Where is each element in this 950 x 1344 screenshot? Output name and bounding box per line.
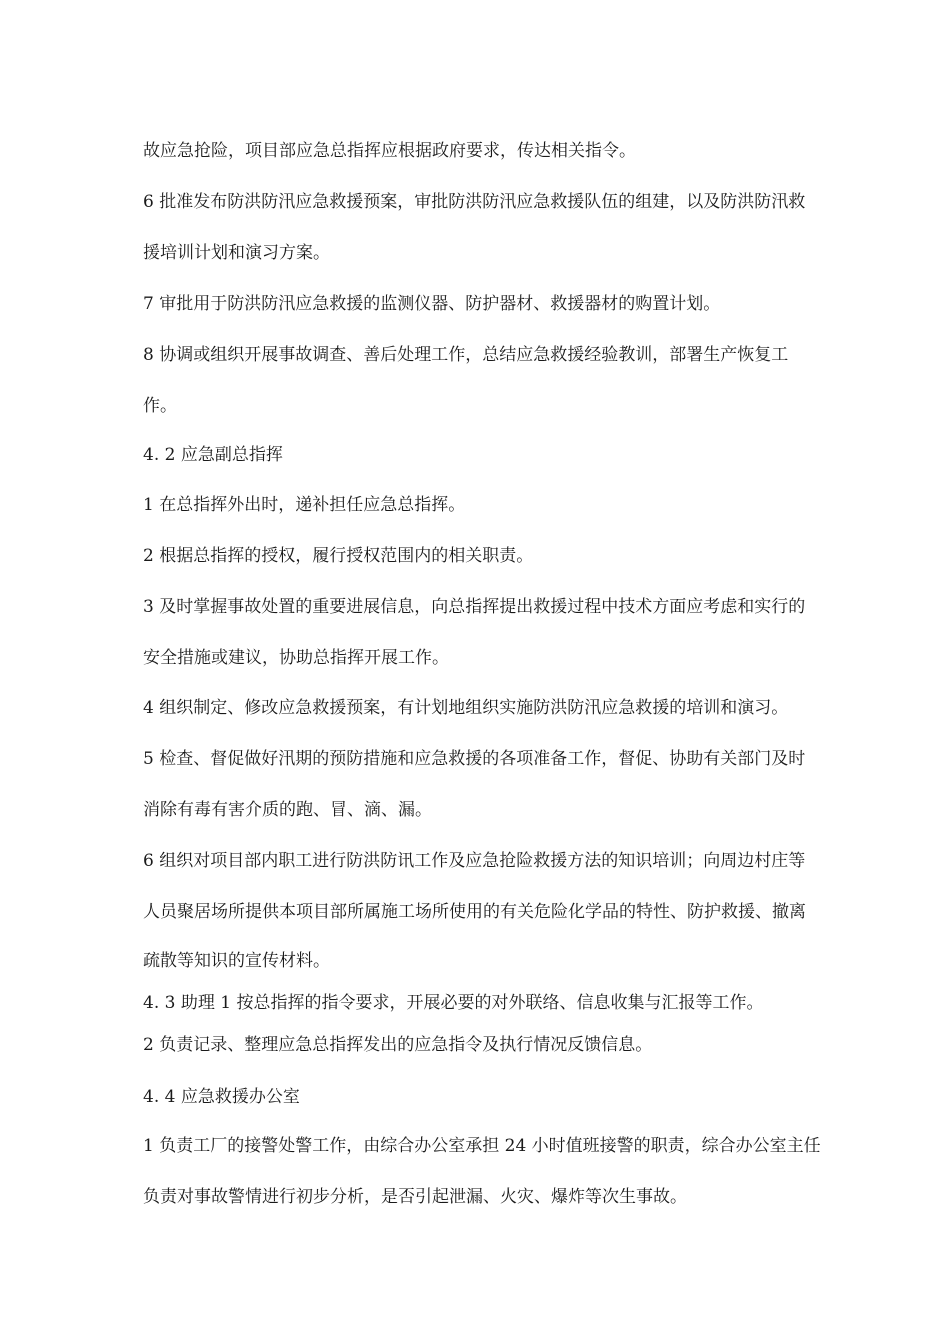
text-line: 故应急抢险，项目部应急总指挥应根据政府要求，传达相关指令。: [143, 141, 636, 161]
text-line: 3 及时掌握事故处置的重要进展信息，向总指挥提出救援过程中技术方面应考虑和实行的: [143, 597, 806, 617]
text-line: 作。: [143, 396, 177, 416]
text-line: 人员聚居场所提供本项目部所属施工场所使用的有关危险化学品的特性、防护救援、撤离: [143, 902, 806, 922]
text-line: 疏散等知识的宣传材料。: [143, 951, 330, 971]
section-heading: 4. 4 应急救援办公室: [143, 1087, 300, 1107]
text-line: 安全措施或建议，协助总指挥开展工作。: [143, 648, 449, 668]
section-heading: 4. 3 助理 1 按总指挥的指令要求，开展必要的对外联络、信息收集与汇报等工作。: [143, 993, 764, 1013]
text-line: 援培训计划和演习方案。: [143, 243, 330, 263]
text-line: 消除有毒有害介质的跑、冒、滴、漏。: [143, 800, 432, 820]
text-line: 6 组织对项目部内职工进行防洪防讯工作及应急抢险救援方法的知识培训；向周边村庄等: [143, 851, 806, 871]
text-line: 8 协调或组织开展事故调查、善后处理工作，总结应急救援经验教训，部署生产恢复工: [143, 345, 789, 365]
text-line: 4 组织制定、修改应急救援预案，有计划地组织实施防洪防汛应急救援的培训和演习。: [143, 698, 789, 718]
text-line: 2 负责记录、整理应急总指挥发出的应急指令及执行情况反馈信息。: [143, 1035, 653, 1055]
text-line: 1 在总指挥外出时，递补担任应急总指挥。: [143, 495, 466, 515]
text-line: 6 批准发布防洪防汛应急救援预案，审批防洪防汛应急救援队伍的组建，以及防洪防汛救: [143, 192, 806, 212]
section-heading: 4. 2 应急副总指挥: [143, 445, 283, 465]
text-line: 1 负责工厂的接警处警工作，由综合办公室承担 24 小时值班接警的职责，综合办公室主任: [143, 1136, 821, 1156]
text-line: 2 根据总指挥的授权，履行授权范围内的相关职责。: [143, 546, 534, 566]
text-line: 7 审批用于防洪防汛应急救援的监测仪器、防护器材、救援器材的购置计划。: [143, 294, 721, 314]
text-line: 5 检查、督促做好汛期的预防措施和应急救援的各项准备工作，督促、协助有关部门及时: [143, 749, 806, 769]
text-line: 负责对事故警情进行初步分析，是否引起泄漏、火灾、爆炸等次生事故。: [143, 1187, 687, 1207]
